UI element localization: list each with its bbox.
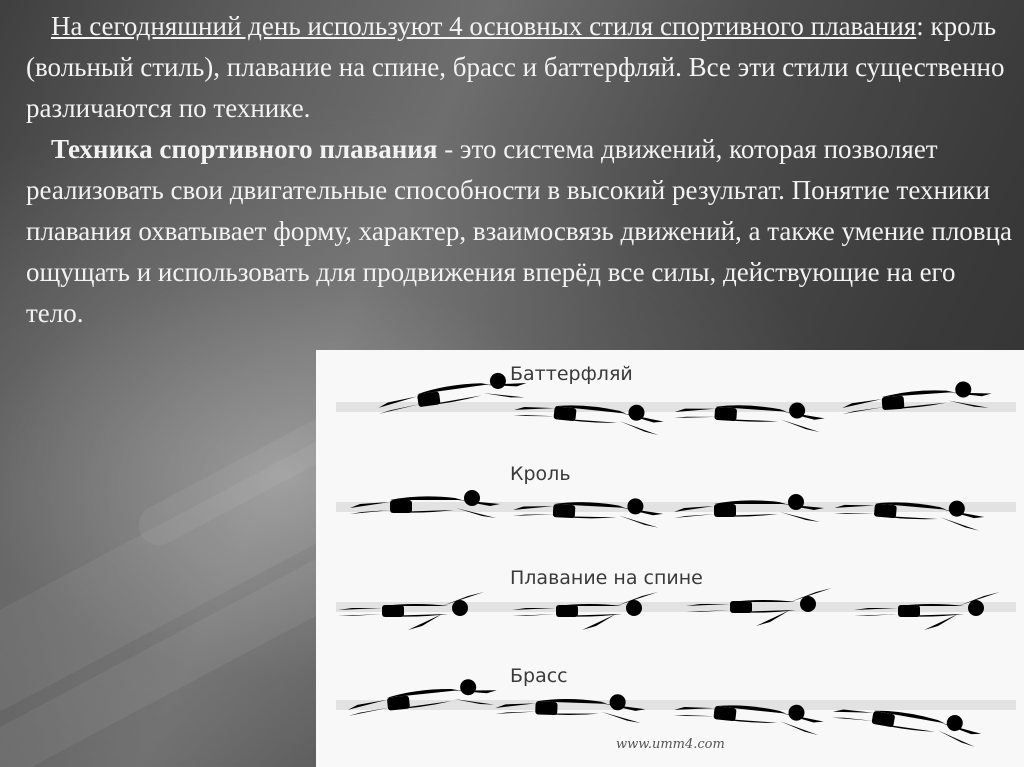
technique-paragraph — [26, 129, 1016, 334]
breaststroke-label: Брасс — [510, 665, 568, 687]
intro-text: : кроль (вольный стиль), плавание на спине, брасс и баттерфляй. Все эти стили существенно различаются по технике. — [26, 11, 1005, 123]
swimming-styles-illustration — [316, 350, 1024, 767]
intro-paragraph — [26, 6, 1016, 129]
water-line — [336, 700, 1016, 710]
backstroke-label: Плавание на спине — [510, 567, 703, 589]
butterfly-swimmer — [674, 394, 826, 432]
watermark-text: www.umm4.com — [616, 737, 725, 752]
intro-underlined-text: На сегодняшний день используют 4 основных стиля спортивного плавания — [51, 11, 917, 41]
butterfly-swimmer — [513, 392, 665, 436]
butterfly-label: Баттерфляй — [510, 363, 633, 385]
slide-body-text — [26, 6, 1016, 334]
technique-term: Техника спортивного плавания — [51, 134, 438, 164]
breaststroke-swimmer — [673, 692, 825, 736]
breaststroke-swimmer — [346, 676, 498, 720]
crawl-label: Кроль — [510, 463, 571, 485]
technique-definition: - это система движений, которая позволяет реализовать свои двигательные способности в высокий результат. Понятие техники плавания охватывает форму, характер, взаимосвязь движений, а также умение пловца ощущать и использовать для продвижения вперёд все силы, действующие на его тело. — [26, 134, 1012, 328]
swimming-styles-figure — [316, 350, 1024, 767]
butterfly-swimmer — [841, 380, 993, 418]
